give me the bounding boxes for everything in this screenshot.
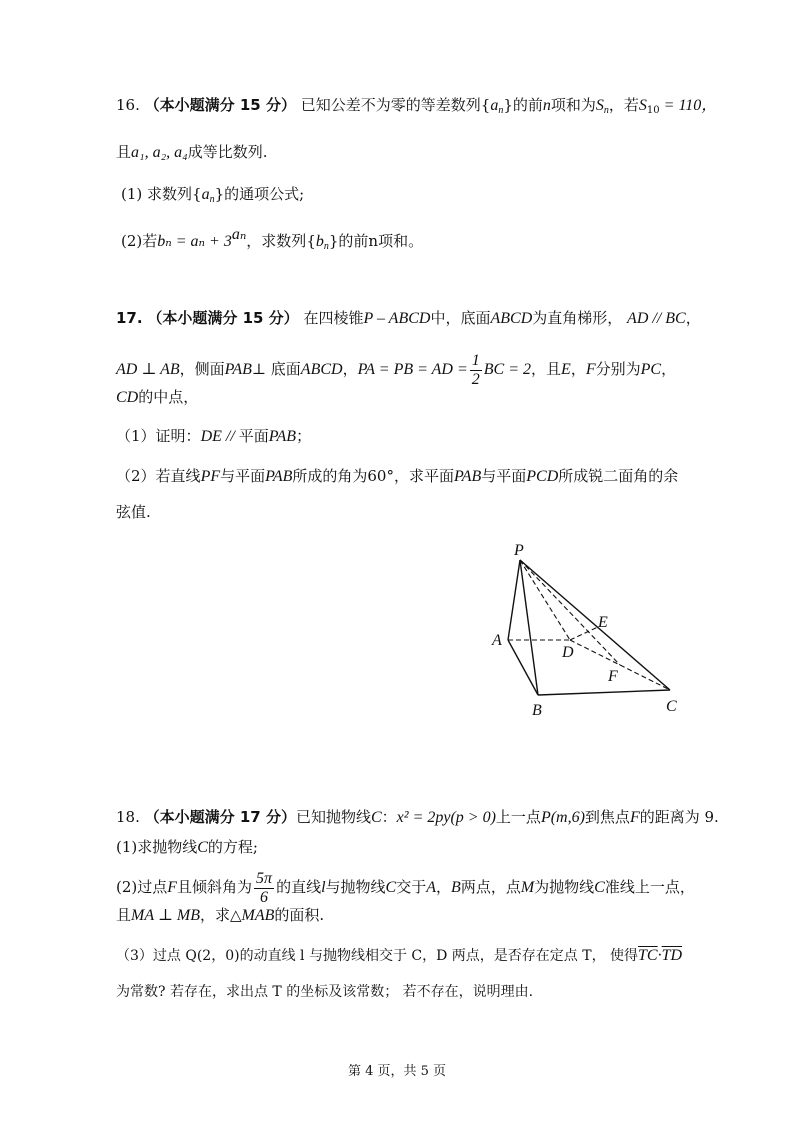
q16-line-1: 16. （本小题满分 15 分） 已知公差不为零的等差数列$\{a_n\}$的前n项和为$S_n$，若$S_{10} = 110$，: [116, 96, 718, 116]
q18-text: 与抛物线: [325, 878, 386, 897]
q16-text: 求数列: [147, 185, 193, 203]
parabola-equation: x² = 2py(p > 0): [396, 809, 496, 826]
face-pab: PAB: [265, 468, 293, 485]
q18-score: （本小题满分 17 分）: [144, 808, 296, 826]
frac-num: 1: [471, 352, 480, 369]
point-p: P(m,6): [540, 809, 585, 826]
length-relation: PA = PB = AD =: [357, 361, 468, 379]
q17-text: ，且: [531, 360, 562, 379]
q17-text: 平面: [238, 427, 269, 445]
part-label: （1）: [116, 427, 156, 445]
q18-text: (1)求抛物线: [116, 838, 198, 856]
de-parallel: DE //: [200, 428, 239, 445]
q17-text: ，: [570, 360, 586, 379]
edge-ab: [508, 640, 538, 695]
vector-tc: $\overline{TC}$: [638, 947, 658, 964]
q17-part-2-cont: [116, 505, 151, 520]
q16-text: 的前n项和。: [338, 232, 424, 250]
q17-line-2: [116, 352, 676, 388]
face-pab: PAB: [268, 428, 297, 445]
q17-part-1: [116, 429, 311, 445]
q17-text: 为直角梯形，: [532, 309, 623, 327]
q16-text: 的前: [512, 96, 543, 114]
q18-text: 两点，点: [460, 878, 521, 897]
pyramid-figure: [480, 535, 700, 725]
parabola-name: C: [385, 879, 397, 897]
q17-number: 17.: [116, 309, 143, 327]
q16-terms: a₁, a₂, a₄: [131, 144, 188, 161]
label-f: F: [608, 668, 618, 685]
face-pab: PAB: [453, 468, 482, 485]
parabola-name: C: [370, 809, 382, 826]
q17-part-2: [116, 469, 678, 485]
q18-text: 到焦点: [584, 808, 630, 826]
q16-text: 已知公差不为零的等差数列: [300, 96, 481, 114]
edge-pc: [520, 560, 670, 690]
label-b: B: [532, 702, 542, 719]
point-a: A: [426, 879, 437, 897]
q16-text: 项和为: [550, 96, 596, 114]
q18-text: 上一点: [495, 808, 541, 826]
q17-text: 在四棱锥: [303, 309, 364, 327]
q16-line-2: [116, 145, 267, 161]
segment-cd: CD: [116, 389, 139, 406]
q18-text: ，: [436, 878, 452, 897]
q18-text: 的直线: [276, 878, 322, 897]
q16-number: 16.: [116, 96, 140, 114]
q18-text: ：: [381, 808, 397, 826]
q17-line-3: [116, 390, 198, 406]
q17-text: ，: [342, 360, 358, 379]
q17-text: ⊥ 底面: [251, 360, 301, 379]
perp-relation: MA ⊥ MB: [131, 907, 200, 924]
focus-f: F: [167, 879, 178, 897]
base-name: ABCD: [490, 310, 533, 327]
q18-text: 准线上一点，: [604, 878, 695, 897]
q17-text: 弦值.: [116, 503, 151, 521]
q18-part-3-cont: [116, 985, 533, 999]
half-fraction: [470, 352, 482, 388]
bn-formula: bₙ = aₙ + 3: [157, 233, 232, 250]
part-label: （2）: [116, 467, 156, 485]
label-p: P: [514, 542, 524, 559]
vector-td: $\overline{TD}$: [661, 947, 683, 964]
q17-text: 与平面: [481, 467, 527, 485]
q17-text: ，: [685, 309, 701, 327]
bn-exponent: aₙ: [231, 226, 247, 243]
q18-part-3: [116, 948, 682, 964]
s10-subscript: 10: [646, 105, 660, 116]
seq-a: $a_n$: [490, 97, 504, 116]
q16-text: 的通项公式;: [224, 185, 305, 203]
perp-relation: AD ⊥ AB: [116, 361, 180, 379]
q18-part-1: [116, 840, 258, 856]
dot-operator: ·: [657, 947, 662, 964]
label-d: D: [562, 644, 574, 661]
q18-text: 的方程;: [207, 838, 258, 856]
q18-text: 且: [116, 906, 132, 924]
q18-text: 交于: [396, 878, 427, 897]
bc-length: BC = 2: [483, 361, 532, 379]
q18-number: 18.: [116, 808, 140, 826]
q17-text: ；: [296, 427, 312, 445]
parabola-name: C: [594, 879, 605, 897]
face-pab: PAB: [224, 361, 252, 379]
point-b: B: [451, 879, 461, 897]
q18-text: (2)过点: [116, 878, 168, 897]
q16-text: 且: [116, 143, 132, 161]
q18-text: 已知抛物线: [295, 808, 371, 826]
segment-pc: PC: [640, 361, 662, 379]
frac-num: 5π: [256, 870, 273, 887]
q18-text: 的面积.: [274, 906, 325, 924]
q17-text: 若直线: [155, 467, 201, 485]
q18-text: 为抛物线: [534, 878, 595, 897]
edge-bc: [538, 690, 670, 695]
q17-text: 中，底面: [430, 309, 491, 327]
part-label: (1): [121, 185, 143, 203]
q18-text: ，求△: [199, 906, 242, 924]
q17-text: 证明：: [155, 427, 201, 445]
page-footer: 第 4 页，共 5 页: [347, 1064, 447, 1079]
q17-text: 的中点，: [138, 388, 199, 406]
q16-part-2: (2)若$b_n = a_n + 3^{a_n}$，求数列$\{b_n\}$的前n项和。: [121, 226, 424, 252]
q18-text: （3）过点 Q(2，0)的动直线 l 与抛物线相交于 C，D 两点，是否存在定点 T， 使得: [116, 948, 639, 964]
s10-value: = 110，: [659, 97, 718, 114]
angle-fraction: [254, 870, 274, 906]
q18-line-4: [116, 908, 324, 924]
q18-line-1: [116, 810, 719, 826]
q17-text: 所成锐二面角的余: [558, 467, 679, 485]
q17-text: 所成的角为60°，求平面: [292, 467, 454, 485]
part-label: (2)若: [121, 232, 158, 250]
edge-pb: [520, 560, 538, 695]
q16-text: ，求数列: [246, 232, 307, 250]
s10-symbol: S: [638, 97, 647, 114]
q17-text: ，侧面: [179, 360, 225, 379]
q16-text: 成等比数列.: [187, 143, 268, 161]
line-l: l: [321, 879, 326, 897]
point-f: F: [585, 361, 596, 379]
triangle-mab: MAB: [241, 907, 275, 924]
q16-text: ，若: [608, 96, 639, 114]
q18-part-2: [116, 870, 695, 906]
q17-text: ，: [661, 360, 677, 379]
point-m: M: [520, 879, 535, 897]
q17-line-1: [116, 311, 701, 327]
edge-pa: [508, 560, 520, 640]
q18-text: 为常数? 若存在，求出点 T 的坐标及该常数； 若不存在，说明理由.: [116, 984, 534, 1000]
label-c: C: [666, 698, 677, 715]
edge-pd: [520, 560, 570, 640]
frac-den: 6: [260, 888, 269, 906]
pyramid-name: P – ABCD: [363, 310, 431, 327]
focus-f: F: [629, 809, 640, 826]
q17-score: （本小题满分 15 分）: [147, 309, 299, 327]
parabola-name: C: [197, 839, 208, 856]
point-e: E: [561, 361, 571, 379]
base-name: ABCD: [300, 361, 343, 379]
q18-text: 且倾斜角为: [177, 878, 253, 897]
face-pcd: PCD: [526, 468, 559, 485]
label-e: E: [598, 614, 608, 631]
parallel-relation: AD // BC: [627, 310, 686, 327]
q17-text: 分别为: [595, 360, 641, 379]
q17-text: 与平面: [220, 467, 266, 485]
frac-den: 2: [471, 370, 480, 388]
line-pf: PF: [200, 468, 221, 485]
q16-part-1: (1) 求数列$\{a_n\}$的通项公式;: [121, 185, 305, 205]
label-a: A: [492, 632, 502, 649]
q16-score: （本小题满分 15 分）: [144, 96, 296, 114]
q18-text: 的距离为 9.: [639, 808, 719, 826]
